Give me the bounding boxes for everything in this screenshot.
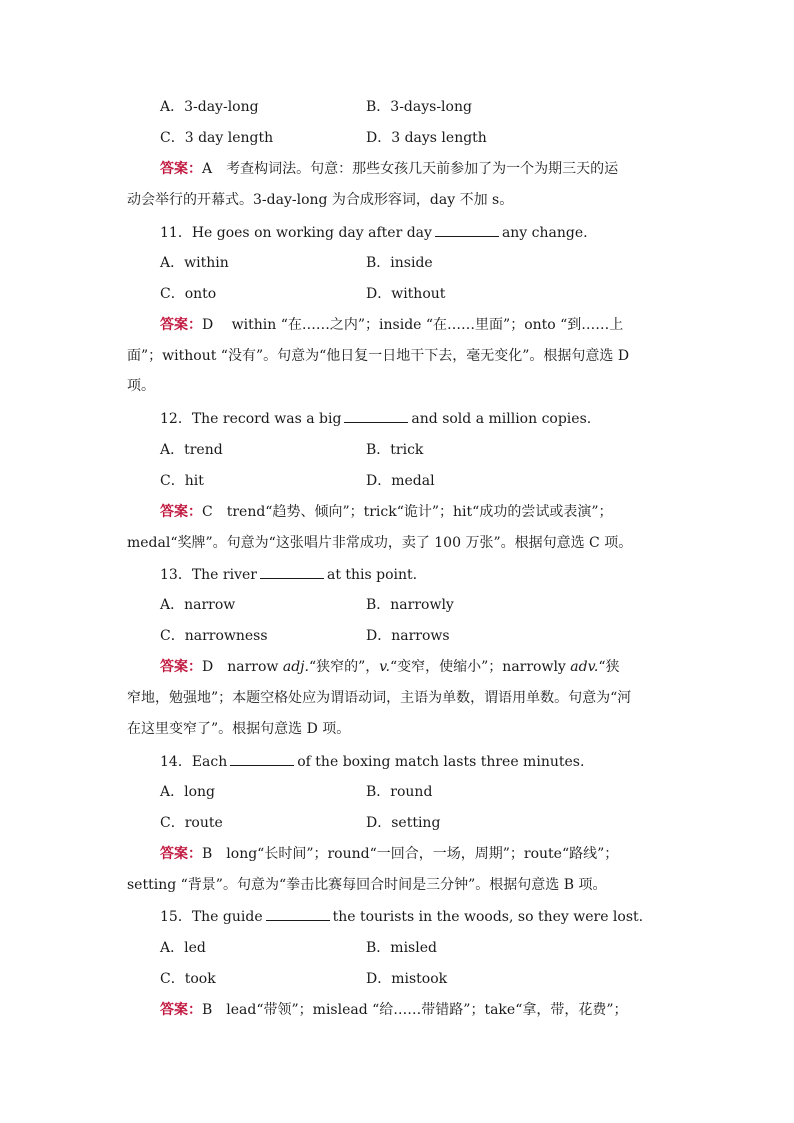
q15-option-b: B．misled [366, 940, 437, 956]
q15-option-d: D．mistook [366, 971, 448, 987]
q12-answer-text1: C trend“趋势、倾向”；trick“诡计”；hit“成功的尝试或表演”； [202, 504, 613, 520]
q15-blank [266, 906, 330, 921]
q13-answer-text1a: D narrow [202, 659, 283, 675]
q12-answer-line1 [160, 502, 680, 522]
q15-answer-text1: B lead“带领”；mislead “给……带错路”；take“拿，带，花费”； [202, 1002, 628, 1018]
q11-stem-before: 11．He goes on working day after day [160, 225, 432, 241]
q12-option-c: C．hit [160, 473, 204, 489]
q14-answer-text1: B long“长时间”；round“一回合，一场，周期”；route“路线”； [202, 846, 619, 862]
q15-answer-label: 答案： [160, 1002, 202, 1018]
q13-answer-line1 [160, 657, 680, 677]
q15-stem [160, 906, 680, 927]
q11-answer-line2: 面”；without “没有”。句意为“他日复一日地干下去，毫无变化”。根据句意选 D [127, 348, 630, 364]
q11-answer-line3: 项。 [127, 378, 155, 394]
q12-option-d: D．medal [366, 473, 435, 489]
q15-stem-after: the tourists in the woods, so they were lost. [332, 909, 644, 925]
q13-answer-text1b: “狭窄的”， [308, 659, 380, 675]
q14-answer-label: 答案： [160, 846, 202, 862]
q13-option-d: D．narrows [366, 628, 450, 644]
q13-answer-text1c: “变窄，使缩小”；narrowly [389, 659, 571, 675]
q12-blank [344, 408, 408, 423]
q14-option-b: B．round [366, 784, 433, 800]
q12-stem-after: and sold a million copies. [411, 411, 592, 427]
q10-answer-label: 答案： [160, 161, 202, 177]
q12-stem [160, 408, 680, 429]
q13-answer-text1d: “狭 [598, 659, 620, 675]
q11-option-d: D．without [366, 286, 446, 302]
q14-option-d: D．setting [366, 815, 441, 831]
q13-answer-adv: adv. [570, 659, 599, 675]
q10-option-d: D．3 days length [366, 130, 487, 146]
q11-option-a: A．within [160, 255, 229, 271]
q14-blank [230, 751, 294, 766]
q14-stem [160, 751, 680, 772]
q11-stem-after: any change. [501, 225, 588, 241]
q12-stem-before: 12．The record was a big [160, 411, 342, 427]
q10-option-a: A．3-day-long [160, 99, 259, 115]
q11-answer-text1: D within “在……之内”；inside “在……里面”；onto “到……上 [202, 317, 624, 333]
q13-option-c: C．narrowness [160, 628, 268, 644]
q13-stem [160, 564, 680, 585]
q15-option-c: C．took [160, 971, 216, 987]
q15-option-a: A．led [160, 940, 206, 956]
q12-answer-label: 答案： [160, 504, 202, 520]
q12-answer-line2: medal“奖牌”。句意为“这张唱片非常成功，卖了 100 万张”。根据句意选 C 项。 [127, 535, 633, 551]
q11-blank [435, 222, 499, 237]
q14-answer-line1 [160, 844, 680, 864]
q13-option-b: B．narrowly [366, 597, 454, 613]
q10-answer-text1: A 考查构词法。句意：那些女孩几天前参加了为一个为期三天的运 [202, 161, 619, 177]
q10-answer-line1 [160, 159, 680, 179]
q13-blank [260, 564, 324, 579]
q15-answer-line1 [160, 1000, 680, 1020]
q13-stem-after: at this point. [326, 567, 418, 583]
q13-answer-label: 答案： [160, 659, 202, 675]
q14-stem-before: 14．Each [160, 754, 228, 770]
q10-option-b: B．3-days-long [366, 99, 472, 115]
q14-option-a: A．long [160, 784, 215, 800]
q13-stem-before: 13．The river [160, 567, 257, 583]
q13-answer-v: v. [379, 659, 390, 675]
q15-stem-before: 15．The guide [160, 909, 263, 925]
q13-answer-line3: 在这里变窄了”。根据句意选 D 项。 [127, 721, 351, 737]
q11-option-c: C．onto [160, 286, 217, 302]
q12-option-a: A．trend [160, 442, 223, 458]
q11-answer-label: 答案： [160, 317, 202, 333]
q12-option-b: B．trick [366, 442, 424, 458]
q10-answer-line2: 动会举行的开幕式。3-day-long 为合成形容词，day 不加 s。 [127, 192, 514, 208]
q13-answer-line2: 窄地，勉强地”；本题空格处应为谓语动词，主语为单数，谓语用单数。句意为“河 [127, 690, 632, 706]
q13-answer-adj: adj. [282, 659, 309, 675]
q14-stem-after: of the boxing match lasts three minutes. [297, 754, 585, 770]
q10-option-c: C．3 day length [160, 130, 274, 146]
q11-stem [160, 222, 680, 243]
q13-option-a: A．narrow [160, 597, 236, 613]
q14-answer-line2: setting “背景”。句意为“拳击比赛每回合时间是三分钟”。根据句意选 B 项。 [127, 877, 607, 893]
q11-answer-line1 [160, 315, 680, 335]
q11-option-b: B．inside [366, 255, 433, 271]
q14-option-c: C．route [160, 815, 223, 831]
